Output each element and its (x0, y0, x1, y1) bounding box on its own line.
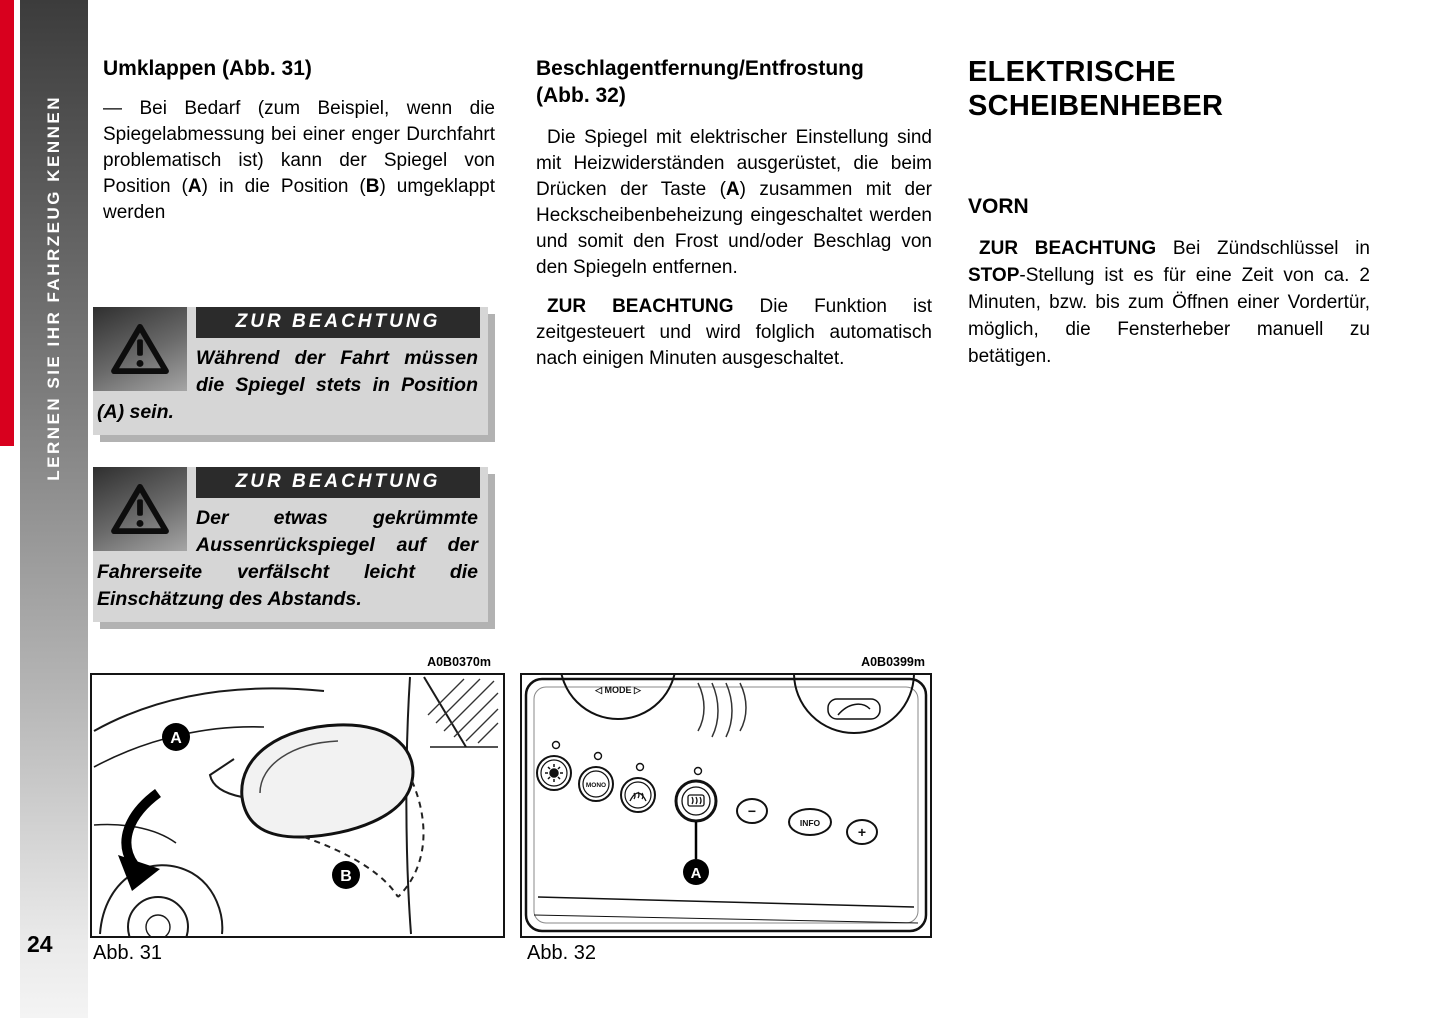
figure-frame-abb32 (520, 673, 932, 938)
mirror-illustration (92, 675, 503, 936)
window-hatching (428, 679, 498, 743)
column-beschlagentfernung (536, 55, 932, 385)
plus-label: + (857, 824, 867, 840)
heading-line-1: ELEKTRISCHE (968, 56, 1176, 88)
warning-body: Der etwas gekrümmte Aussenrückspiegel auf der Fahrerseite verfälscht leicht die Einschätzung des Abstands. (97, 507, 478, 610)
column-scheibenheber (968, 55, 1370, 383)
warning-triangle-icon (111, 323, 169, 375)
figure-caption-abb31: Abb. 31 (93, 942, 162, 964)
warning-icon-block (93, 307, 187, 391)
mono-label: MONO (585, 782, 607, 789)
figure-caption-abb32: Abb. 32 (527, 942, 596, 964)
heading-line-2: (Abb. 32) (536, 84, 626, 107)
chapter-title-vertical-wrap (20, 48, 88, 528)
heading-line-2: SCHEIBENHEBER (968, 90, 1224, 122)
minus-label: − (747, 803, 757, 819)
warning-icon-block (93, 467, 187, 551)
warning-body: Während der Fahrt müssen die Spiegel stets in Position (A) sein. (97, 347, 478, 423)
page-number: 24 (27, 931, 53, 957)
warning-header: ZUR BEACHTUNG (196, 307, 480, 338)
column-umklappen (103, 55, 495, 239)
paragraph-spiegel-heizung: Die Spiegel mit elektrischer Einstellung sind mit Heizwiderständen ausgerüstet, die beim Drücken der Taste (A) zusammen mit der Heckscheibenbeheizung eingeschaltet werden und somit den Frost und/oder Beschlag von den Spiegeln entfernen. (536, 127, 932, 278)
subheading-vorn: VORN (968, 195, 1029, 218)
fold-arrow-head (118, 855, 160, 891)
section-heading-umklappen: Umklappen (Abb. 31) (103, 57, 312, 80)
paragraph-umklappen: — Bei Bedarf (zum Beispiel, wenn die Spiegelabmessung bei einer enger Durchfahrt problematisch ist) kann der Spiegel von Position (A) in die Position (B) umgeklappt werden (103, 98, 495, 223)
paragraph-zur-beachtung-funktion: ZUR BEACHTUNG Die Funktion ist zeitgesteuert und wird folglich automatisch nach einigen Minuten ausgeschaltet. (536, 296, 932, 369)
paragraph-fensterheber: ZUR BEACHTUNG Bei Zündschlüssel in STOP-Stellung ist es für eine Zeit von ca. 2 Minuten, bzw. bis zum Öffnen einer Vordertür, möglich, die Fensterheber manuell zu betätigen. (968, 238, 1370, 367)
chapter-sidebar (20, 0, 88, 1018)
mode-label: ◁ MODE ▷ (595, 685, 641, 695)
info-label: INFO (799, 818, 821, 828)
warning-triangle-icon (111, 483, 169, 535)
figure-code-abb32: A0B0399m (861, 655, 925, 669)
figure-label-a: A (170, 730, 182, 747)
figure-label-a: A (690, 865, 702, 882)
chapter-title-vertical: LERNEN SIE IHR FAHRZEUG KENNEN (44, 95, 63, 481)
figure-code-abb31: A0B0370m (427, 655, 491, 669)
figure-label-b: B (340, 868, 352, 885)
section-heading-beschlagentfernung (536, 55, 932, 109)
control-panel-illustration (522, 675, 930, 936)
warning-box-mirror-distance (93, 467, 488, 622)
heading-line-1: Beschlagentfernung/Entfrostung (536, 57, 864, 80)
figure-frame-abb31 (90, 673, 505, 938)
warning-box-position (93, 307, 488, 435)
section-heading-scheibenheber (968, 55, 1370, 123)
chapter-red-tab (0, 0, 14, 446)
warning-header: ZUR BEACHTUNG (196, 467, 480, 498)
